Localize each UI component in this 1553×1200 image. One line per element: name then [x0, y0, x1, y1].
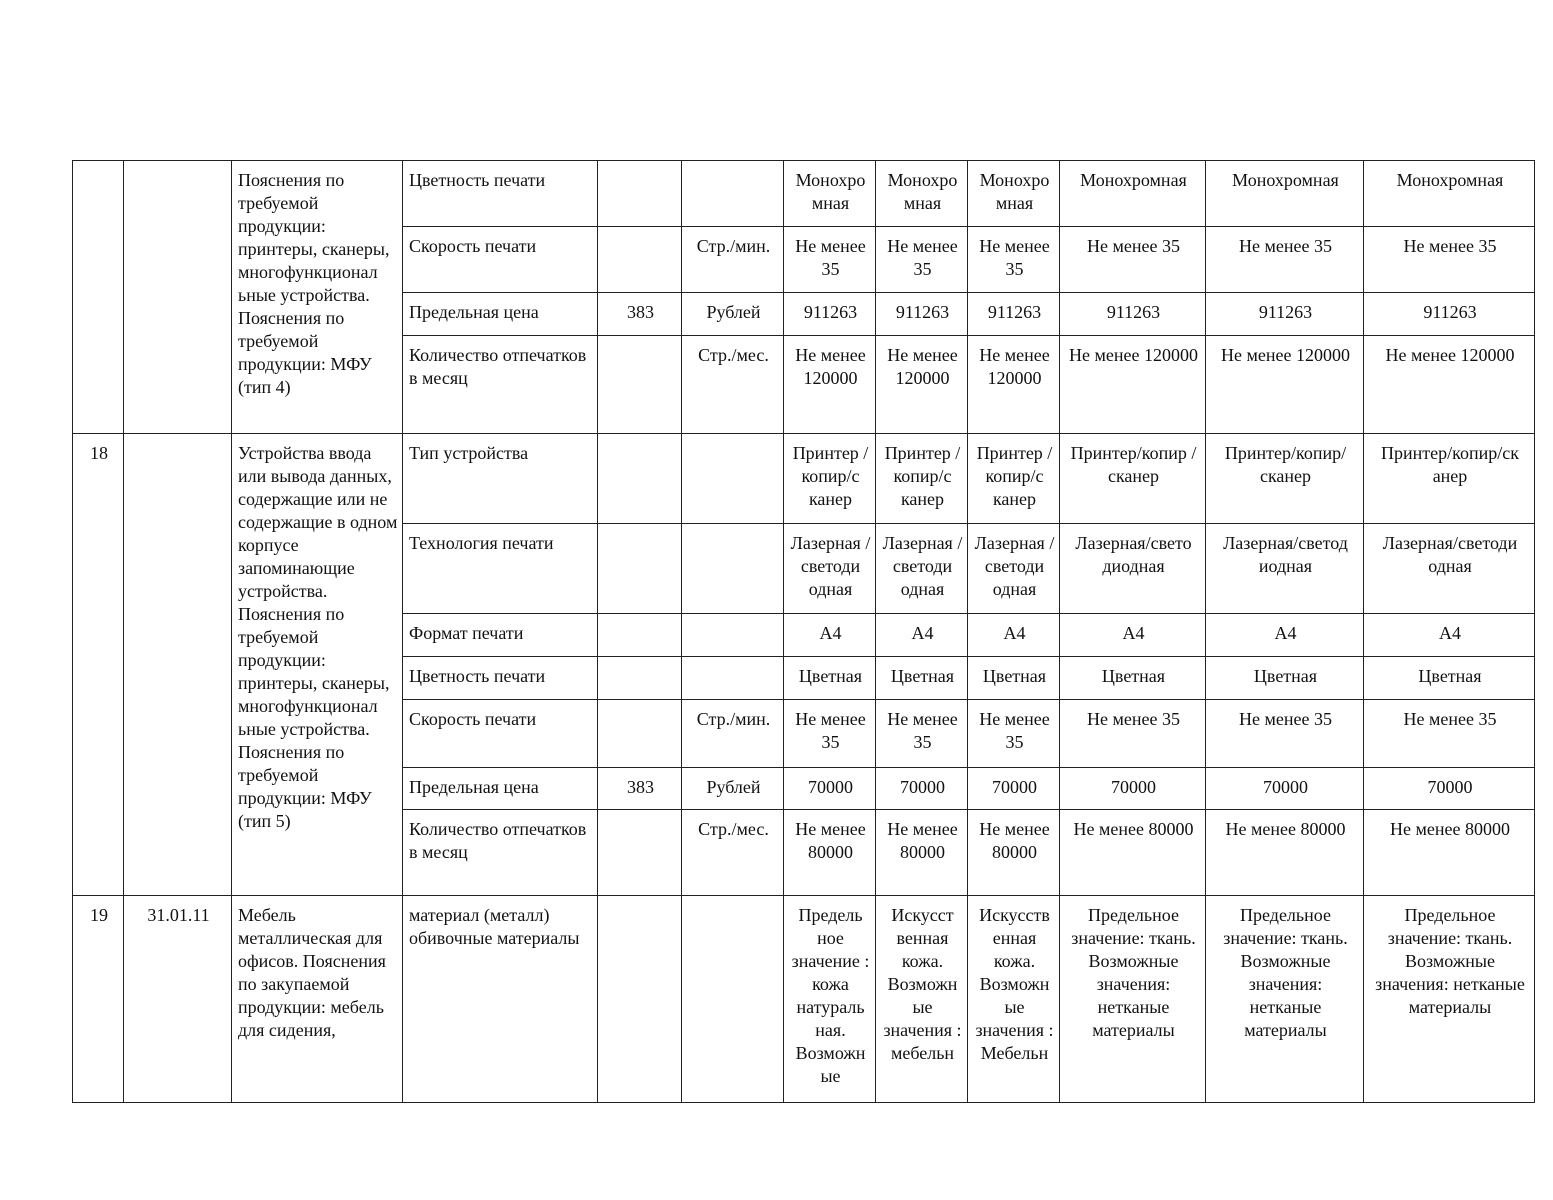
- value-cell: Цветная: [1206, 657, 1364, 700]
- value-cell: Не менее 120000: [1060, 336, 1206, 434]
- product-name: Устройства ввода или вывода данных, содержащие или не содержащие в одном корпусе запоминающие устройства. Пояснения по требуемой продукции: принтеры, сканеры, многофункционал ьные устройства. Пояснения по требуемой продукции: МФУ (тип 5): [232, 434, 403, 896]
- value-cell: Лазерная/светоди одная: [1364, 524, 1535, 614]
- value-cell: Не менее 35: [1364, 700, 1535, 768]
- value-cell: 70000: [784, 768, 876, 810]
- value-cell: Предельное значение: ткань. Возможные значения: нетканые материалы: [1060, 896, 1206, 1103]
- characteristic-name: материал (металл) обивочные материалы: [403, 896, 598, 1103]
- value-cell: 911263: [1206, 293, 1364, 336]
- value-cell: Монохромная: [1060, 161, 1206, 227]
- value-cell: 70000: [968, 768, 1060, 810]
- unit-of-measure: Рублей: [682, 768, 784, 810]
- value-cell: Монохро мная: [784, 161, 876, 227]
- item-number: 18: [73, 434, 124, 896]
- okei-code: [598, 896, 682, 1103]
- okei-code: 383: [598, 293, 682, 336]
- value-cell: Не менее 80000: [1206, 810, 1364, 896]
- value-cell: Принтер/копир/ сканер: [1206, 434, 1364, 524]
- okei-code: [598, 227, 682, 293]
- value-cell: 70000: [1206, 768, 1364, 810]
- value-cell: Монохромная: [1206, 161, 1364, 227]
- item-number: 19: [73, 896, 124, 1103]
- value-cell: Предель ное значение : кожа натураль ная. Возможн ые: [784, 896, 876, 1103]
- okei-code: [598, 434, 682, 524]
- table-row: [73, 896, 1535, 1103]
- product-name: Мебель металлическая для офисов. Пояснения по закупаемой продукции: мебель для сидения,: [232, 896, 403, 1103]
- value-cell: 70000: [1060, 768, 1206, 810]
- value-cell: Монохро мная: [876, 161, 968, 227]
- value-cell: Принтер/копир /сканер: [1060, 434, 1206, 524]
- okei-code: [598, 524, 682, 614]
- value-cell: Принтер /копир/с канер: [784, 434, 876, 524]
- value-cell: Не менее 35: [1364, 227, 1535, 293]
- value-cell: Не менее 35: [784, 227, 876, 293]
- value-cell: А4: [1364, 614, 1535, 657]
- characteristic-name: Технология печати: [403, 524, 598, 614]
- value-cell: Не менее 35: [1206, 700, 1364, 768]
- value-cell: Не менее 120000: [784, 336, 876, 434]
- okei-code: [598, 336, 682, 434]
- value-cell: 911263: [1060, 293, 1206, 336]
- value-cell: Лазерная /светоди одная: [968, 524, 1060, 614]
- value-cell: Не менее 35: [784, 700, 876, 768]
- value-cell: 911263: [968, 293, 1060, 336]
- value-cell: Не менее 80000: [784, 810, 876, 896]
- value-cell: А4: [968, 614, 1060, 657]
- unit-of-measure: [682, 161, 784, 227]
- value-cell: Искусств енная кожа. Возможн ые значения : Мебельн: [968, 896, 1060, 1103]
- value-cell: Не менее 80000: [1364, 810, 1535, 896]
- value-cell: Цветная: [784, 657, 876, 700]
- value-cell: Не менее 80000: [876, 810, 968, 896]
- value-cell: 70000: [1364, 768, 1535, 810]
- value-cell: Принтер /копир/с канер: [876, 434, 968, 524]
- value-cell: Не менее 35: [968, 700, 1060, 768]
- value-cell: 911263: [784, 293, 876, 336]
- value-cell: Не менее 80000: [1060, 810, 1206, 896]
- value-cell: Не менее 35: [876, 700, 968, 768]
- value-cell: Не менее 80000: [968, 810, 1060, 896]
- value-cell: 911263: [1364, 293, 1535, 336]
- value-cell: Не менее 120000: [876, 336, 968, 434]
- table-row: [73, 434, 1535, 524]
- value-cell: Цветная: [876, 657, 968, 700]
- okei-code: [598, 614, 682, 657]
- value-cell: Лазерная/свето диодная: [1060, 524, 1206, 614]
- okei-code: [598, 161, 682, 227]
- value-cell: 70000: [876, 768, 968, 810]
- unit-of-measure: [682, 524, 784, 614]
- value-cell: Монохромная: [1364, 161, 1535, 227]
- value-cell: Цветная: [1364, 657, 1535, 700]
- value-cell: Не менее 35: [1060, 700, 1206, 768]
- okpd-code: [124, 434, 232, 896]
- value-cell: 911263: [876, 293, 968, 336]
- value-cell: Цветная: [1060, 657, 1206, 700]
- okpd-code: 31.01.11: [124, 896, 232, 1103]
- characteristic-name: Скорость печати: [403, 700, 598, 768]
- characteristic-name: Предельная цена: [403, 768, 598, 810]
- product-name: Пояснения по требуемой продукции: принтеры, сканеры, многофункционал ьные устройства. Пояснения по требуемой продукции: МФУ (тип 4): [232, 161, 403, 434]
- value-cell: Не менее 120000: [968, 336, 1060, 434]
- value-cell: Принтер /копир/с канер: [968, 434, 1060, 524]
- okei-code: [598, 810, 682, 896]
- unit-of-measure: [682, 614, 784, 657]
- value-cell: Не менее 120000: [1364, 336, 1535, 434]
- value-cell: Предельное значение: ткань. Возможные значения: нетканые материалы: [1364, 896, 1535, 1103]
- characteristic-name: Формат печати: [403, 614, 598, 657]
- okei-code: [598, 700, 682, 768]
- value-cell: Лазерная/светод иодная: [1206, 524, 1364, 614]
- value-cell: А4: [1060, 614, 1206, 657]
- value-cell: Монохро мная: [968, 161, 1060, 227]
- value-cell: Предельное значение: ткань. Возможные значения: нетканые материалы: [1206, 896, 1364, 1103]
- characteristic-name: Предельная цена: [403, 293, 598, 336]
- requirements-table: [72, 160, 1535, 1103]
- characteristic-name: Тип устройства: [403, 434, 598, 524]
- characteristic-name: Количество отпечатков в месяц: [403, 336, 598, 434]
- characteristic-name: Количество отпечатков в месяц: [403, 810, 598, 896]
- value-cell: Искусст венная кожа. Возможн ые значения : мебельн: [876, 896, 968, 1103]
- okei-code: [598, 657, 682, 700]
- characteristic-name: Скорость печати: [403, 227, 598, 293]
- value-cell: Не менее 35: [968, 227, 1060, 293]
- unit-of-measure: Стр./мес.: [682, 336, 784, 434]
- characteristic-name: Цветность печати: [403, 161, 598, 227]
- value-cell: Не менее 35: [1206, 227, 1364, 293]
- unit-of-measure: [682, 896, 784, 1103]
- value-cell: А4: [1206, 614, 1364, 657]
- value-cell: А4: [784, 614, 876, 657]
- value-cell: Цветная: [968, 657, 1060, 700]
- value-cell: Не менее 120000: [1206, 336, 1364, 434]
- unit-of-measure: [682, 657, 784, 700]
- unit-of-measure: [682, 434, 784, 524]
- value-cell: Лазерная /светоди одная: [876, 524, 968, 614]
- value-cell: А4: [876, 614, 968, 657]
- table-row: [73, 161, 1535, 227]
- value-cell: Лазерная /светоди одная: [784, 524, 876, 614]
- item-number: [73, 161, 124, 434]
- okei-code: 383: [598, 768, 682, 810]
- unit-of-measure: Рублей: [682, 293, 784, 336]
- unit-of-measure: Стр./мес.: [682, 810, 784, 896]
- value-cell: Не менее 35: [876, 227, 968, 293]
- unit-of-measure: Стр./мин.: [682, 227, 784, 293]
- okpd-code: [124, 161, 232, 434]
- characteristic-name: Цветность печати: [403, 657, 598, 700]
- unit-of-measure: Стр./мин.: [682, 700, 784, 768]
- value-cell: Не менее 35: [1060, 227, 1206, 293]
- value-cell: Принтер/копир/ск анер: [1364, 434, 1535, 524]
